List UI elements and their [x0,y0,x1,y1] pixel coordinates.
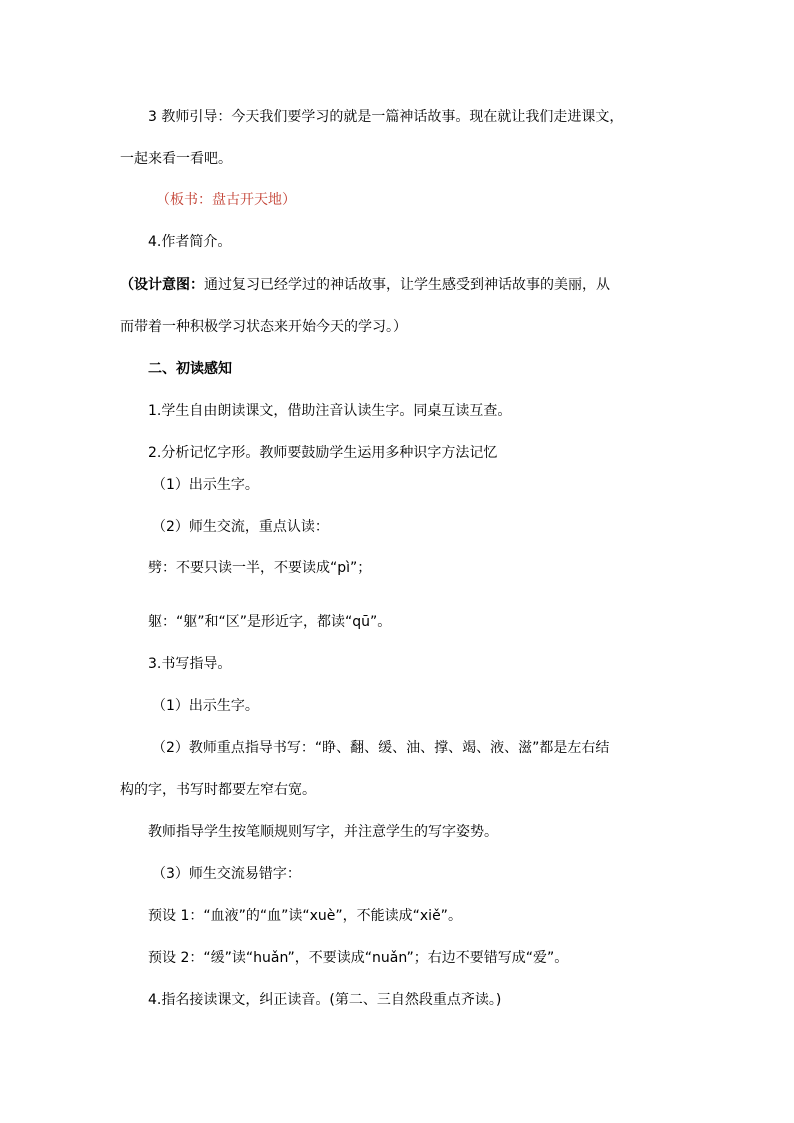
paragraph-stroke-order: 教师指导学生按笔顺规则写字，并注意学生的写字姿势。 [148,824,498,840]
paragraph-teacher-guide: 3 教师引导：今天我们要学习的就是一篇神话故事。现在就让我们走进课文， [148,109,624,125]
preset-2: 预设 2：“缓”读“huǎn”，不要读成“nuǎn”；右边不要错写成“爱”。 [148,950,569,966]
board-writing: （板书：盘古开天地） [156,192,296,208]
item-read-aloud: 4.指名接读课文，纠正读音。(第二、三自然段重点齐读。) [148,992,502,1008]
subitem-writing-focus-cont: 构的字，书写时都要左窄右宽。 [120,782,316,798]
note-qu: 躯：“躯”和“区”是形近字，都读“qū”。 [148,614,392,630]
subitem-show-characters-2: （1）出示生字。 [152,698,259,714]
design-intent-cont: 而带着一种积极学习状态来开始今天的学习。） [120,319,407,335]
subitem-show-characters: （1）出示生字。 [152,477,259,493]
design-intent-label: 设计意图： [134,277,204,293]
subitem-common-errors: （3）师生交流易错字： [152,866,301,882]
preset-1: 预设 1：“血液”的“血”读“xuè”，不能读成“xiě”。 [148,908,462,924]
item-writing-guide: 3.书写指导。 [148,656,232,672]
item-free-reading: 1.学生自由朗读课文，借助注音认读生字。同桌互读互查。 [148,403,512,419]
section-heading-first-reading: 二、初读感知 [148,361,232,377]
item-author-intro: 4.作者简介。 [148,234,232,250]
design-intent [120,275,610,295]
subitem-exchange: （2）师生交流，重点认读： [152,519,329,535]
item-glyph-memory: 2.分析记忆字形。教师要鼓励学生运用多种识字方法记忆 [148,445,498,461]
note-pi: 劈：不要只读一半，不要读成“pì”； [148,560,372,576]
design-intent-open: （ [120,277,134,293]
subitem-writing-focus: （2）教师重点指导书写：“睁、翻、缓、油、撑、竭、液、滋”都是左右结 [152,740,610,756]
design-intent-text: 通过复习已经学过的神话故事，让学生感受到神话故事的美丽，从 [204,277,610,293]
paragraph-teacher-guide-cont: 一起来看一看吧。 [120,151,232,167]
